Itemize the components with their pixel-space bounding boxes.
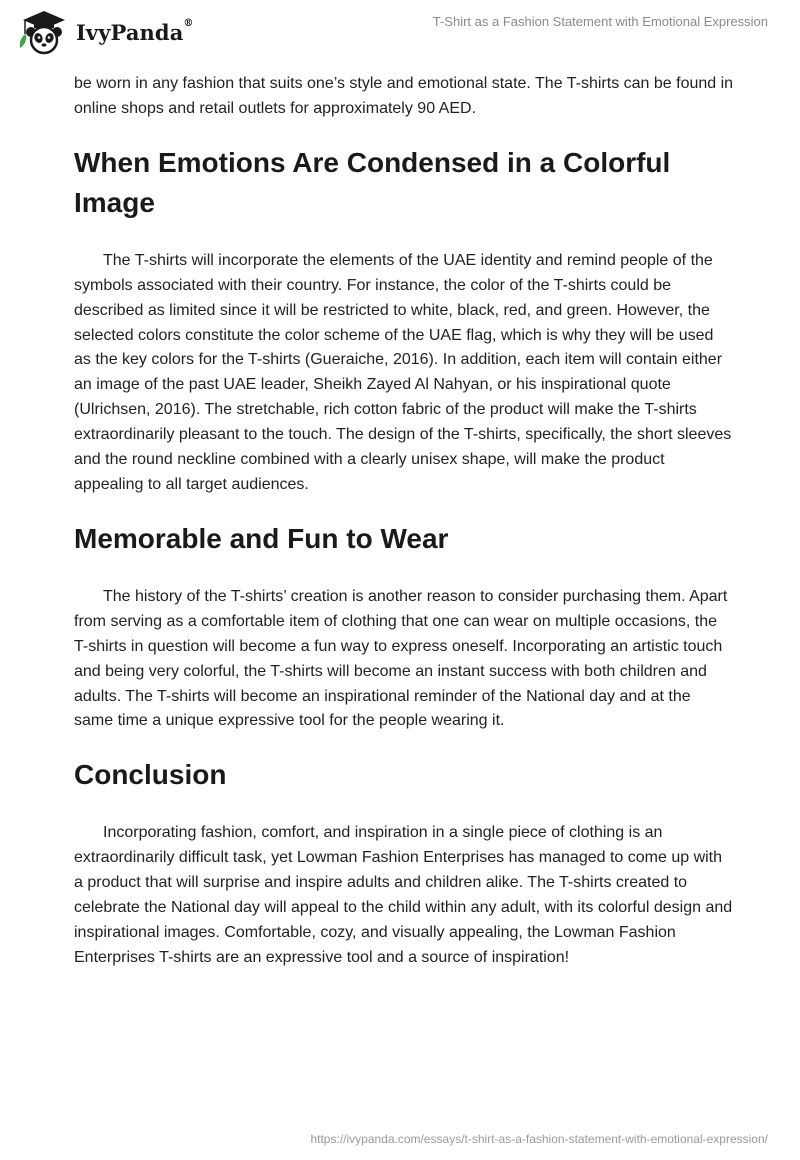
- source-url-link[interactable]: https://ivypanda.com/essays/t-shirt-as-a-fashion-statement-with-emotional-expression/: [310, 1132, 768, 1146]
- essay-body: [74, 72, 734, 971]
- section-heading-emotions: When Emotions Are Condensed in a Colorful Image: [74, 146, 671, 218]
- section-paragraph-memorable: The history of the T-shirts’ creation is another reason to consider purchasing them. Apart from serving as a comfortable item of clothing that one can wear on multiple occasions, the T-shirts in question will become a fun way to express oneself. Incorporating an artistic touch and being very colorful, the T-shirts will become an instant success with both children and adults. The T-shirts will become an inspirational reminder of the National day and at the same time a unique expressive tool for the people wearing it.: [74, 587, 728, 730]
- panda-graduate-icon: [16, 8, 72, 56]
- ivypanda-logo[interactable]: [16, 8, 194, 56]
- brand-name-text: IvyPanda: [76, 19, 184, 45]
- section-heading-conclusion: Conclusion: [74, 759, 227, 791]
- intro-paragraph: be worn in any fashion that suits one’s style and emotional state. The T-shirts can be found in online shops and retail outlets for approximately 90 AED.: [74, 75, 734, 117]
- registered-mark: ®: [183, 17, 194, 29]
- section-heading-memorable: Memorable and Fun to Wear: [74, 522, 449, 554]
- document-title: T-Shirt as a Fashion Statement with Emotional Expression: [432, 14, 768, 29]
- section-paragraph-conclusion: Incorporating fashion, comfort, and inspiration in a single piece of clothing is an extraordinarily difficult task, yet Lowman Fashion Enterprises has managed to come up with a product that will surprise and inspire adults and children alike. The T-shirts created to celebrate the National day will appeal to the child within any adult, with its colorful design and inspirational images. Comfortable, cozy, and visually appealing, the Lowman Fashion Enterprises T-shirts are an expressive tool and a source of inspiration!: [74, 824, 733, 966]
- page-header: [0, 0, 800, 64]
- brand-name: [76, 17, 194, 45]
- section-paragraph-emotions: The T-shirts will incorporate the elements of the UAE identity and remind people of the symbols associated with their country. For instance, the color of the T-shirts could be described as limited since it will be restricted to white, black, red, and green. However, the selected colors constitute the color scheme of the UAE flag, which is why they will be used as the key colors for the T-shirts (Gueraiche, 2016). In addition, each item will contain either an image of the past UAE leader, Sheikh Zayed Al Nahyan, or his inspirational quote (Ulrichsen, 2016). The stretchable, rich cotton fabric of the product will make the T-shirts extraordinarily pleasant to the touch. The design of the T-shirts, specifically, the short sleeves and the round neckline combined with a clearly unisex shape, will make the product appealing to all target audiences.: [74, 251, 732, 493]
